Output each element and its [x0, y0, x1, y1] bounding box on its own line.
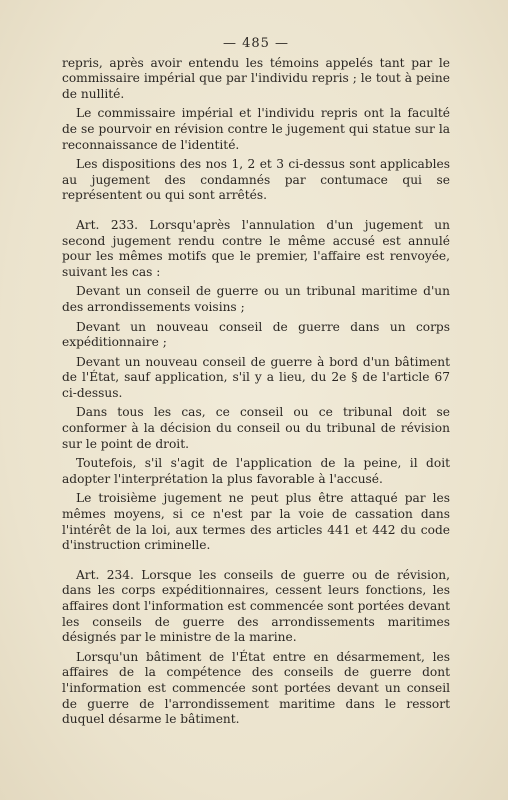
article-234-paragraph: Art. 234. Lorsque les conseils de guerre ou de révision, dans les corps expéditionnaires, cessent leurs fonctions, les affaires dont l'information est commencée sont portées devant les conseils de guerre des arrondissements maritimes désignés par le ministre de la marine. — [62, 567, 450, 645]
article-233-paragraph: Art. 233. Lorsqu'après l'annulation d'un jugement un second jugement rendu contre le même accusé est annulé pour les mêmes motifs que le premier, l'affaire est renvoyée, suivant les cas : — [62, 217, 450, 279]
paragraph: Devant un nouveau conseil de guerre dans un corps expéditionnaire ; — [62, 319, 450, 350]
page-number: — 485 — — [222, 36, 290, 51]
paragraph: Dans tous les cas, ce conseil ou ce tribunal doit se conformer à la décision du conseil ou du tribunal de révision sur le point de droit. — [62, 405, 450, 451]
paragraph: Toutefois, s'il s'agit de l'application de la peine, il doit adopter l'interprétation la plus favorable à l'accusé. — [62, 456, 450, 486]
paragraph: Le commissaire impérial et l'individu repris ont la faculté de se pourvoir en révision contre le jugement qui statue sur la reconnaissance de l'identité. — [62, 106, 450, 152]
paragraph: Devant un conseil de guerre ou un tribunal maritime d'un des arrondissements voisins ; — [62, 284, 450, 314]
paragraph: Devant un nouveau conseil de guerre à bord d'un bâtiment de l'État, sauf application, s'il y a lieu, du 2e § de l'article 67 ci-dessus. — [62, 354, 450, 400]
paragraph: repris, après avoir entendu les témoins appelés tant par le commissaire impérial que par l'individu repris ; le tout à peine de nullité. — [62, 55, 450, 101]
paragraph: Le troisième jugement ne peut plus être attaqué par les mêmes moyens, si ce n'est par la voie de cassation dans l'intérêt de la loi, aux termes des articles 441 et 442 du code d'instruction criminelle. — [62, 491, 450, 553]
paragraph: Lorsqu'un bâtiment de l'État entre en désarmement, les affaires de la compétence des conseils de guerre dont l'information est commencée sont portées devant un conseil de guerre de l'arrondissement maritime dans le ressort duquel désarme le bâtiment. — [62, 649, 450, 727]
paragraph: Les dispositions des nos 1, 2 et 3 ci-dessus sont applicables au jugement des condamnés par contumace qui se représentent ou qui sont arrêtés. — [62, 157, 450, 203]
page-text — [62, 36, 450, 732]
